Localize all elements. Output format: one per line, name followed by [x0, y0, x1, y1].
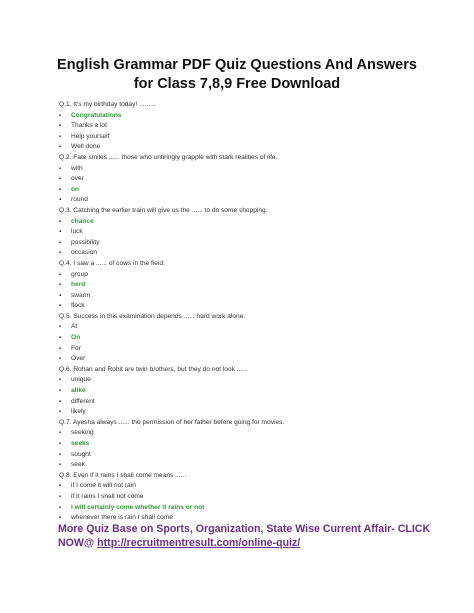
bullet-icon: ▪ — [59, 430, 62, 437]
option-label: with — [71, 164, 83, 172]
option-label: if I come it will not rain — [71, 482, 136, 490]
option-label: likely — [71, 408, 86, 416]
option-label: Congratulations — [71, 111, 122, 119]
bullet-icon: ▪ — [59, 398, 62, 405]
bullet-icon: ▪ — [59, 356, 62, 363]
correct-answer-option — [59, 217, 439, 228]
correct-answer-option — [59, 280, 439, 291]
answer-option — [59, 322, 439, 333]
bullet-icon: ▪ — [59, 515, 62, 522]
question-text: Q.7. Ayesha always ...... the permission of her father before going for movies. — [59, 418, 285, 426]
bullet-icon: ▪ — [59, 197, 62, 204]
bullet-icon: ▪ — [59, 451, 62, 458]
question-text: Q.8. Even if it rains I shall come means ...... — [59, 471, 187, 479]
bullet-icon: ▪ — [59, 165, 62, 172]
option-label: if it rains I shall not come — [71, 492, 144, 500]
bullet-icon: ▪ — [59, 239, 62, 246]
answer-option — [59, 450, 439, 461]
option-label: On — [71, 334, 81, 342]
bullet-icon: ▪ — [59, 176, 62, 183]
footer-text: More Quiz Base on Sports, Organization, State Wise Current Affair- CLICK NOW@ — [58, 523, 431, 549]
option-label: Thanks a lot — [71, 122, 107, 130]
option-label: For — [71, 344, 81, 352]
answer-option — [59, 121, 439, 132]
option-label: Over — [71, 355, 86, 363]
bullet-icon: ▪ — [59, 144, 62, 151]
answer-option — [59, 270, 439, 281]
bullet-icon: ▪ — [59, 218, 62, 225]
correct-answer-option — [59, 111, 439, 122]
correct-answer-option — [59, 333, 439, 344]
option-label: flock — [71, 302, 85, 310]
option-label: over — [71, 175, 84, 183]
option-label: group — [71, 270, 88, 278]
option-label: chance — [71, 217, 94, 225]
correct-answer-option — [59, 185, 439, 196]
footer-link[interactable]: http://recruitmentresult.com/online-quiz/ — [97, 537, 301, 549]
answer-option — [59, 164, 439, 175]
question-text: Q.3. Catching the earlier train will give us the ...... to do some shopping. — [59, 206, 268, 214]
correct-answer-option — [59, 503, 439, 514]
option-label: different — [71, 397, 95, 405]
question-text: Q.1. It's my birthday today! ......... — [59, 101, 156, 108]
bullet-icon: ▪ — [59, 345, 62, 352]
correct-answer-option — [59, 439, 439, 450]
answer-option — [59, 174, 439, 185]
title-line-1: English Grammar PDF Quiz Questions And Answers — [57, 57, 417, 73]
bullet-icon: ▪ — [59, 133, 62, 140]
answer-option — [59, 407, 439, 418]
correct-answer-option — [59, 386, 439, 397]
answer-option — [59, 238, 439, 249]
answer-option — [59, 132, 439, 143]
option-label: I will certainly come whether it rains or not — [71, 503, 205, 511]
bullet-icon: ▪ — [59, 112, 62, 119]
question-list — [59, 100, 439, 524]
title-line-2: for Class 7,8,9 Free Download — [133, 76, 341, 92]
footer-promo — [58, 522, 458, 550]
bullet-icon: ▪ — [59, 483, 62, 490]
question-text: Q.5. Success in this examination depends ...... hard work alone. — [59, 312, 246, 320]
option-label: seeking — [71, 429, 94, 437]
bullet-icon: ▪ — [59, 335, 62, 342]
option-label: alike — [71, 387, 86, 395]
option-label: round — [71, 196, 88, 204]
option-label: luck — [71, 228, 83, 236]
answer-option — [59, 397, 439, 408]
option-label: seeks — [71, 440, 90, 447]
option-label: seek — [71, 461, 85, 469]
bullet-icon: ▪ — [59, 123, 62, 130]
question-text: Q.2. Fate smiles ...... those who untiringly grapple with stark realities of life. — [59, 153, 278, 161]
option-label: on — [71, 185, 80, 193]
answer-option — [59, 375, 439, 386]
bullet-icon: ▪ — [59, 271, 62, 278]
bullet-icon: ▪ — [59, 388, 62, 395]
option-label: possibility — [71, 238, 100, 246]
answer-option — [59, 492, 439, 503]
bullet-icon: ▪ — [59, 303, 62, 310]
bullet-icon: ▪ — [59, 493, 62, 500]
option-label: occasion — [71, 249, 98, 257]
option-label: herd — [71, 281, 86, 289]
bullet-icon: ▪ — [59, 229, 62, 236]
option-label: sought — [71, 450, 91, 458]
bullet-icon: ▪ — [59, 186, 62, 193]
answer-option — [59, 291, 439, 302]
answer-option — [59, 344, 439, 355]
option-label: Help yourself — [71, 132, 110, 140]
answer-option — [59, 248, 439, 259]
option-label: swarm — [71, 291, 91, 299]
option-label: whenever there is rain I shall come — [71, 514, 173, 522]
option-label: Well done — [71, 143, 101, 151]
option-label: At — [71, 323, 78, 331]
bullet-icon: ▪ — [59, 324, 62, 331]
bullet-icon: ▪ — [59, 250, 62, 257]
bullet-icon: ▪ — [59, 441, 62, 447]
page-title — [20, 56, 454, 94]
bullet-icon: ▪ — [59, 292, 62, 299]
answer-option — [59, 195, 439, 206]
answer-option — [59, 142, 439, 153]
bullet-icon: ▪ — [59, 409, 62, 416]
answer-option — [59, 460, 439, 471]
answer-option — [59, 428, 439, 439]
bullet-icon: ▪ — [59, 377, 62, 384]
question-text: Q.4. I saw a ...... of cows in the field. — [59, 259, 165, 267]
option-label: unique — [71, 376, 91, 384]
bullet-icon: ▪ — [59, 462, 62, 469]
bullet-icon: ▪ — [59, 282, 62, 289]
answer-option — [59, 301, 439, 312]
answer-option — [59, 227, 439, 238]
answer-option — [59, 481, 439, 492]
question-text: Q.6. Rohan and Rohit are twin brothers, but they do not look ...... — [59, 365, 248, 373]
bullet-icon: ▪ — [59, 504, 62, 511]
answer-option — [59, 354, 439, 365]
